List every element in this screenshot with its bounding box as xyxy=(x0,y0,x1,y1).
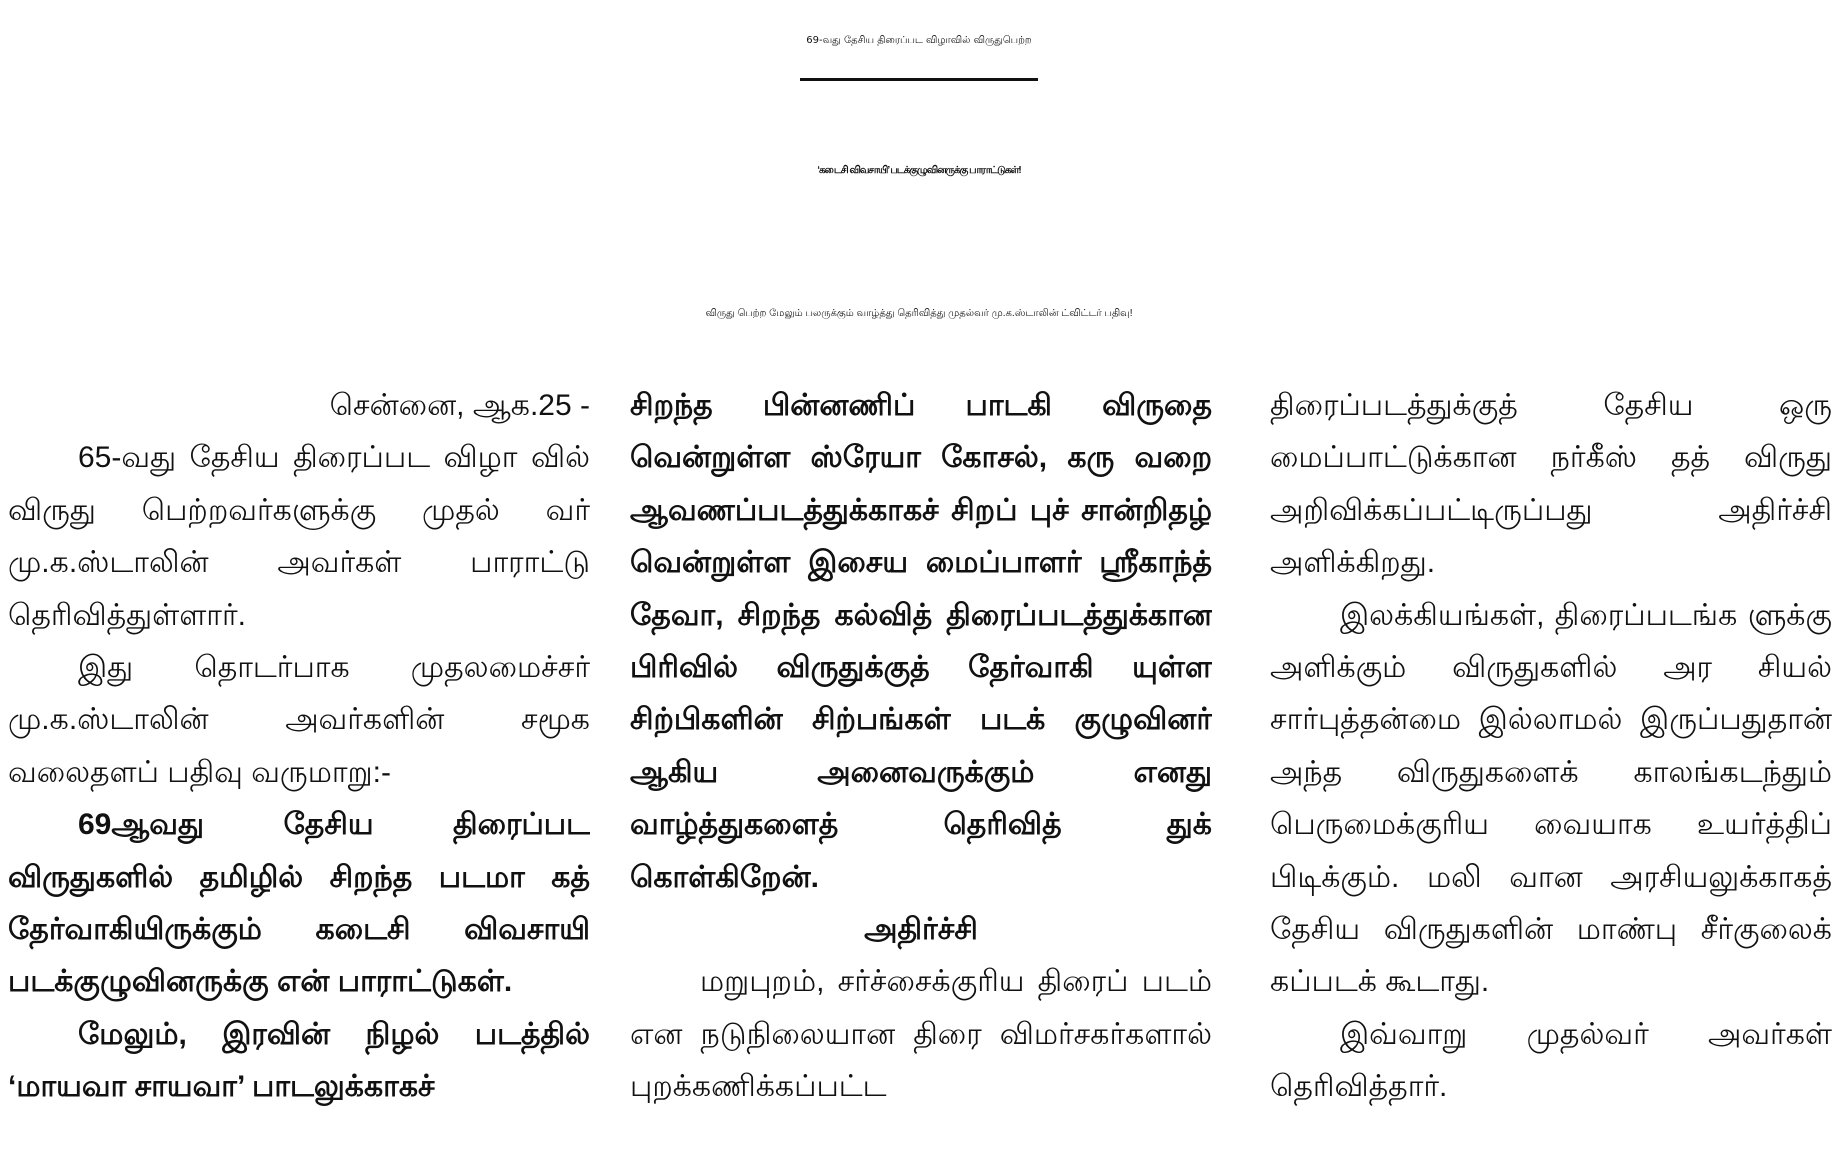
paragraph: திரைப்படத்துக்குத் தேசிய ஒரு மைப்பாட்டுக்கான நர்கீஸ் தத் விருது அறிவிக்கப்பட்டிருப்பது அதிர்ச்சி அளிக்கிறது. xyxy=(1270,389,1832,580)
kicker-text: 69-வது தேசிய திரைப்பட விழாவில் விருதுபெற்ற xyxy=(800,6,1037,81)
paragraph: 65-வது தேசிய திரைப்பட விழா வில் விருது பெற்றவர்களுக்கு முதல் வர் மு.க.ஸ்டாலின் அவர்கள் பாராட்டு தெரிவித்துள்ளார். xyxy=(8,441,590,632)
article-column-3 xyxy=(1270,380,1832,1170)
article-column-2 xyxy=(630,380,1212,1170)
kicker-line xyxy=(0,6,1838,81)
paragraph: இலக்கியங்கள், திரைப்படங்க ளுக்கு அளிக்கும் விருதுகளில் அர சியல் சார்புத்தன்மை இல்லாமல் இருப்பதுதான் அந்த விருதுகளைக் காலங்கடந்தும் பெருமைக்குரிய வையாக உயர்த்திப் பிடிக்கும். மலி வான அரசியலுக்காகத் தேசிய விருதுகளின் மாண்பு சீர்குலைக் கப்படக் கூடாது. xyxy=(1270,598,1832,999)
quote-paragraph: மேலும், இரவின் நிழல் படத்தில் ‘மாயவா சாயவா’ பாடலுக்காகச் xyxy=(8,1017,590,1104)
paragraph: மறுபுறம், சர்ச்சைக்குரிய திரைப் படம் என நடுநிலையான திரை விமர்சகர்களால் புறக்கணிக்கப்பட்ட xyxy=(630,965,1212,1104)
article-column-1 xyxy=(8,380,590,1170)
quote-paragraph: சிறந்த பின்னணிப் பாடகி விருதை வென்றுள்ள ஸ்ரேயா கோசல், கரு வறை ஆவணப்படத்துக்காகச் சிறப் புச் சான்றிதழ் வென்றுள்ள இசைய மைப்பாளர் ஸ்ரீகாந்த் தேவா, சிறந்த கல்வித் திரைப்படத்துக்கான பிரிவில் விருதுக்குத் தேர்வாகி யுள்ள சிற்பிகளின் சிற்பங்கள் படக் குழுவினர் ஆகிய அனைவருக்கும் எனது வாழ்த்துகளைத் தெரிவித் துக் கொள்கிறேன். xyxy=(630,389,1212,894)
headline: ‘கடைசி விவசாயி’ படக்குழுவினருக்கு பாராட்டுகள்! xyxy=(817,165,1021,176)
section-subheading: அதிர்ச்சி xyxy=(864,913,978,947)
subheadline: விருது பெற்ற மேலும் பலருக்கும் வாழ்த்து தெரிவித்து முதல்வர் மு.க.ஸ்டாலின் ட்விட்டர் பதிவு! xyxy=(705,308,1133,319)
paragraph: இது தொடர்பாக முதலமைச்சர் மு.க.ஸ்டாலின் அவர்களின் சமூக வலைதளப் பதிவு வருமாறு:- xyxy=(8,651,590,789)
closing-paragraph: இவ்வாறு முதல்வர் அவர்கள் தெரிவித்தார். xyxy=(1270,1017,1832,1104)
quote-paragraph: 69ஆவது தேசிய திரைப்பட விருதுகளில் தமிழில் சிறந்த படமா கத் தேர்வாகியிருக்கும் கடைசி விவசாயி படக்குழுவினருக்கு என் பாராட்டுகள். xyxy=(8,808,590,999)
dateline: சென்னை, ஆக.25 - xyxy=(329,389,590,422)
